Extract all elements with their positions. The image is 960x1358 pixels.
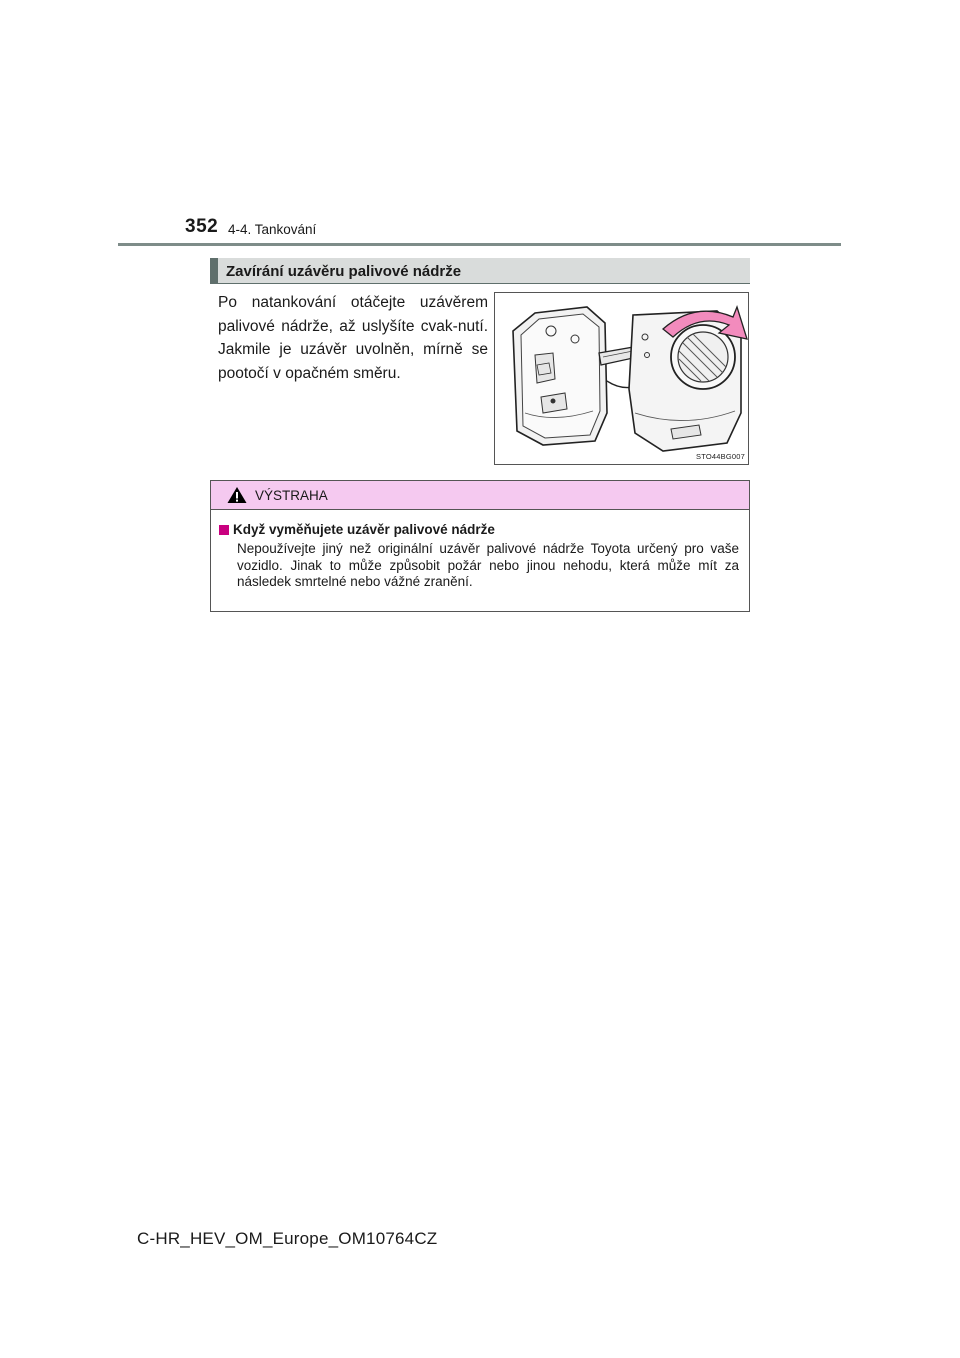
fuel-cap-illustration	[494, 292, 749, 465]
warning-title: VÝSTRAHA	[255, 488, 328, 503]
footer-document-code: C-HR_HEV_OM_Europe_OM10764CZ	[137, 1229, 438, 1248]
warning-body	[211, 510, 749, 591]
warning-text: Nepoužívejte jiný než originální uzávěr palivové nádrže Toyota určený pro vaše vozidlo. Jinak to může způsobit požár nebo jinou nehodu, která může mít za následek smrtelné nebo vážné zranění.	[237, 541, 739, 589]
fuel-door-drawing	[495, 293, 748, 464]
page-number: 352	[185, 216, 219, 237]
figure-code: STO44BG007	[696, 452, 745, 461]
bullet-square-icon	[219, 525, 229, 535]
section-heading-text: Zavírání uzávěru palivové nádrže	[226, 262, 462, 280]
section-label: 4-4. Tankování	[228, 222, 317, 237]
section-heading	[210, 258, 750, 284]
heading-rule	[210, 283, 750, 284]
warning-subheading	[219, 522, 739, 537]
warning-subheading-text: Když vyměňujete uzávěr palivové nádrže	[233, 522, 495, 537]
warning-box	[210, 480, 750, 612]
header-rule	[118, 243, 841, 246]
warning-triangle-icon	[227, 486, 247, 504]
instruction-text: Po natankování otáčejte uzávěrem palivové nádrže, až uslyšíte cvak-nutí. Jakmile je uzávěr uvolněn, mírně se pootočí v opačném směru.	[218, 294, 488, 382]
warning-header	[211, 481, 749, 510]
